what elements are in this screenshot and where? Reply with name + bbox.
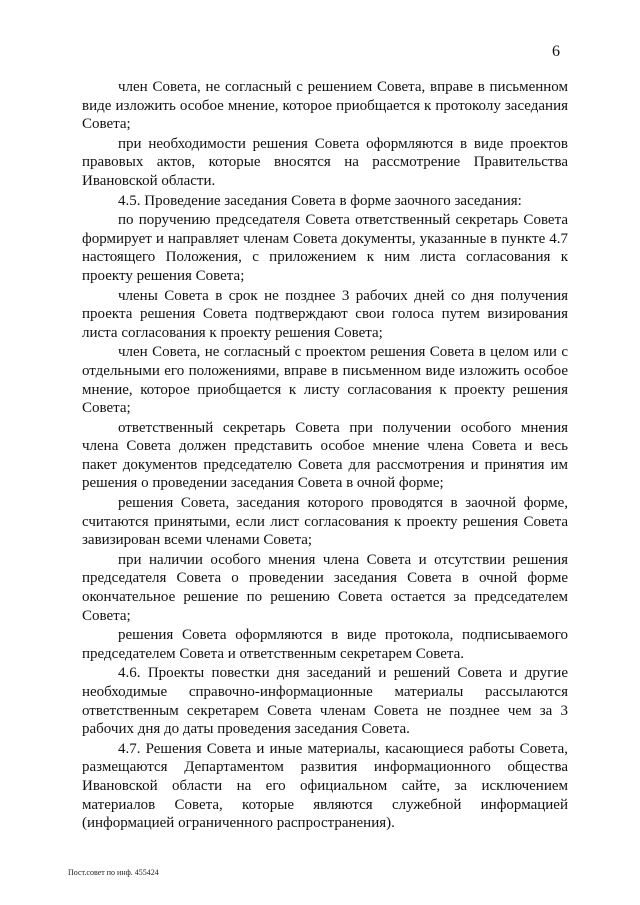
paragraph: ответственный секретарь Совета при получении особого мнения члена Совета должен представить особое мнение члена Совета и весь пакет документов председателю Совета для рассмотрения и принятия им решения о проведении заседания Совета в очной форме;	[82, 419, 568, 492]
paragraph: решения Совета оформляются в виде протокола, подписываемого председателем Совета и ответственным секретарем Совета.	[82, 627, 568, 662]
paragraph: член Совета, не согласный с решением Совета, вправе в письменном виде изложить особое мнение, которое приобщается к протоколу заседания Совета;	[82, 79, 568, 133]
section-4-7: 4.7. Решения Совета и иные материалы, касающиеся работы Совета, размещаются Департаментом развития информационного общества Ивановской области на его официальном сайте, за исключением материалов Совета, которые являются служебной информацией (информацией ограниченного распространения).	[82, 740, 568, 832]
paragraph: по поручению председателя Совета ответственный секретарь Совета формирует и направляет членам Совета документы, указанные в пункте 4.7 настоящего Положения, с приложением к ним листа согласования к проекту решения Совета;	[82, 212, 568, 284]
document-body	[82, 78, 568, 833]
paragraph: члены Совета в срок не позднее 3 рабочих дней со дня получения проекта решения Совета подтверждают свои голоса путем визирования листа согласования к проекту решения Совета;	[82, 287, 568, 341]
section-heading-4-5: 4.5. Проведение заседания Совета в форме заочного заседания:	[118, 192, 522, 209]
page-number: 6	[552, 43, 560, 60]
paragraph: решения Совета, заседания которого проводятся в заочной форме, считаются принятыми, если лист согласования к проекту решения Совета завизирован всеми членами Совета;	[82, 495, 568, 549]
paragraph: при наличии особого мнения члена Совета и отсутствии решения председателя Совета о проведении заседания Совета в очной форме окончательное решение по решению Совета остается за председателем Совета;	[82, 551, 568, 624]
footer-reference: Пост.совет по инф. 455424	[68, 868, 159, 877]
section-4-6: 4.6. Проекты повестки дня заседаний и решений Совета и другие необходимые справочно-информационные материалы рассылаются ответственным секретарем Совета членам Совета не позднее чем за 3 рабочих дня до даты проведения заседания Совета.	[82, 665, 568, 738]
paragraph: при необходимости решения Совета оформляются в виде проектов правовых актов, которые вносятся на рассмотрение Правительства Ивановской области.	[82, 135, 568, 189]
paragraph: член Совета, не согласный с проектом решения Совета в целом или с отдельными его положениями, вправе в письменном виде изложить особое мнение, которое приобщается к листу согласования к проекту решения Совета;	[82, 344, 568, 417]
